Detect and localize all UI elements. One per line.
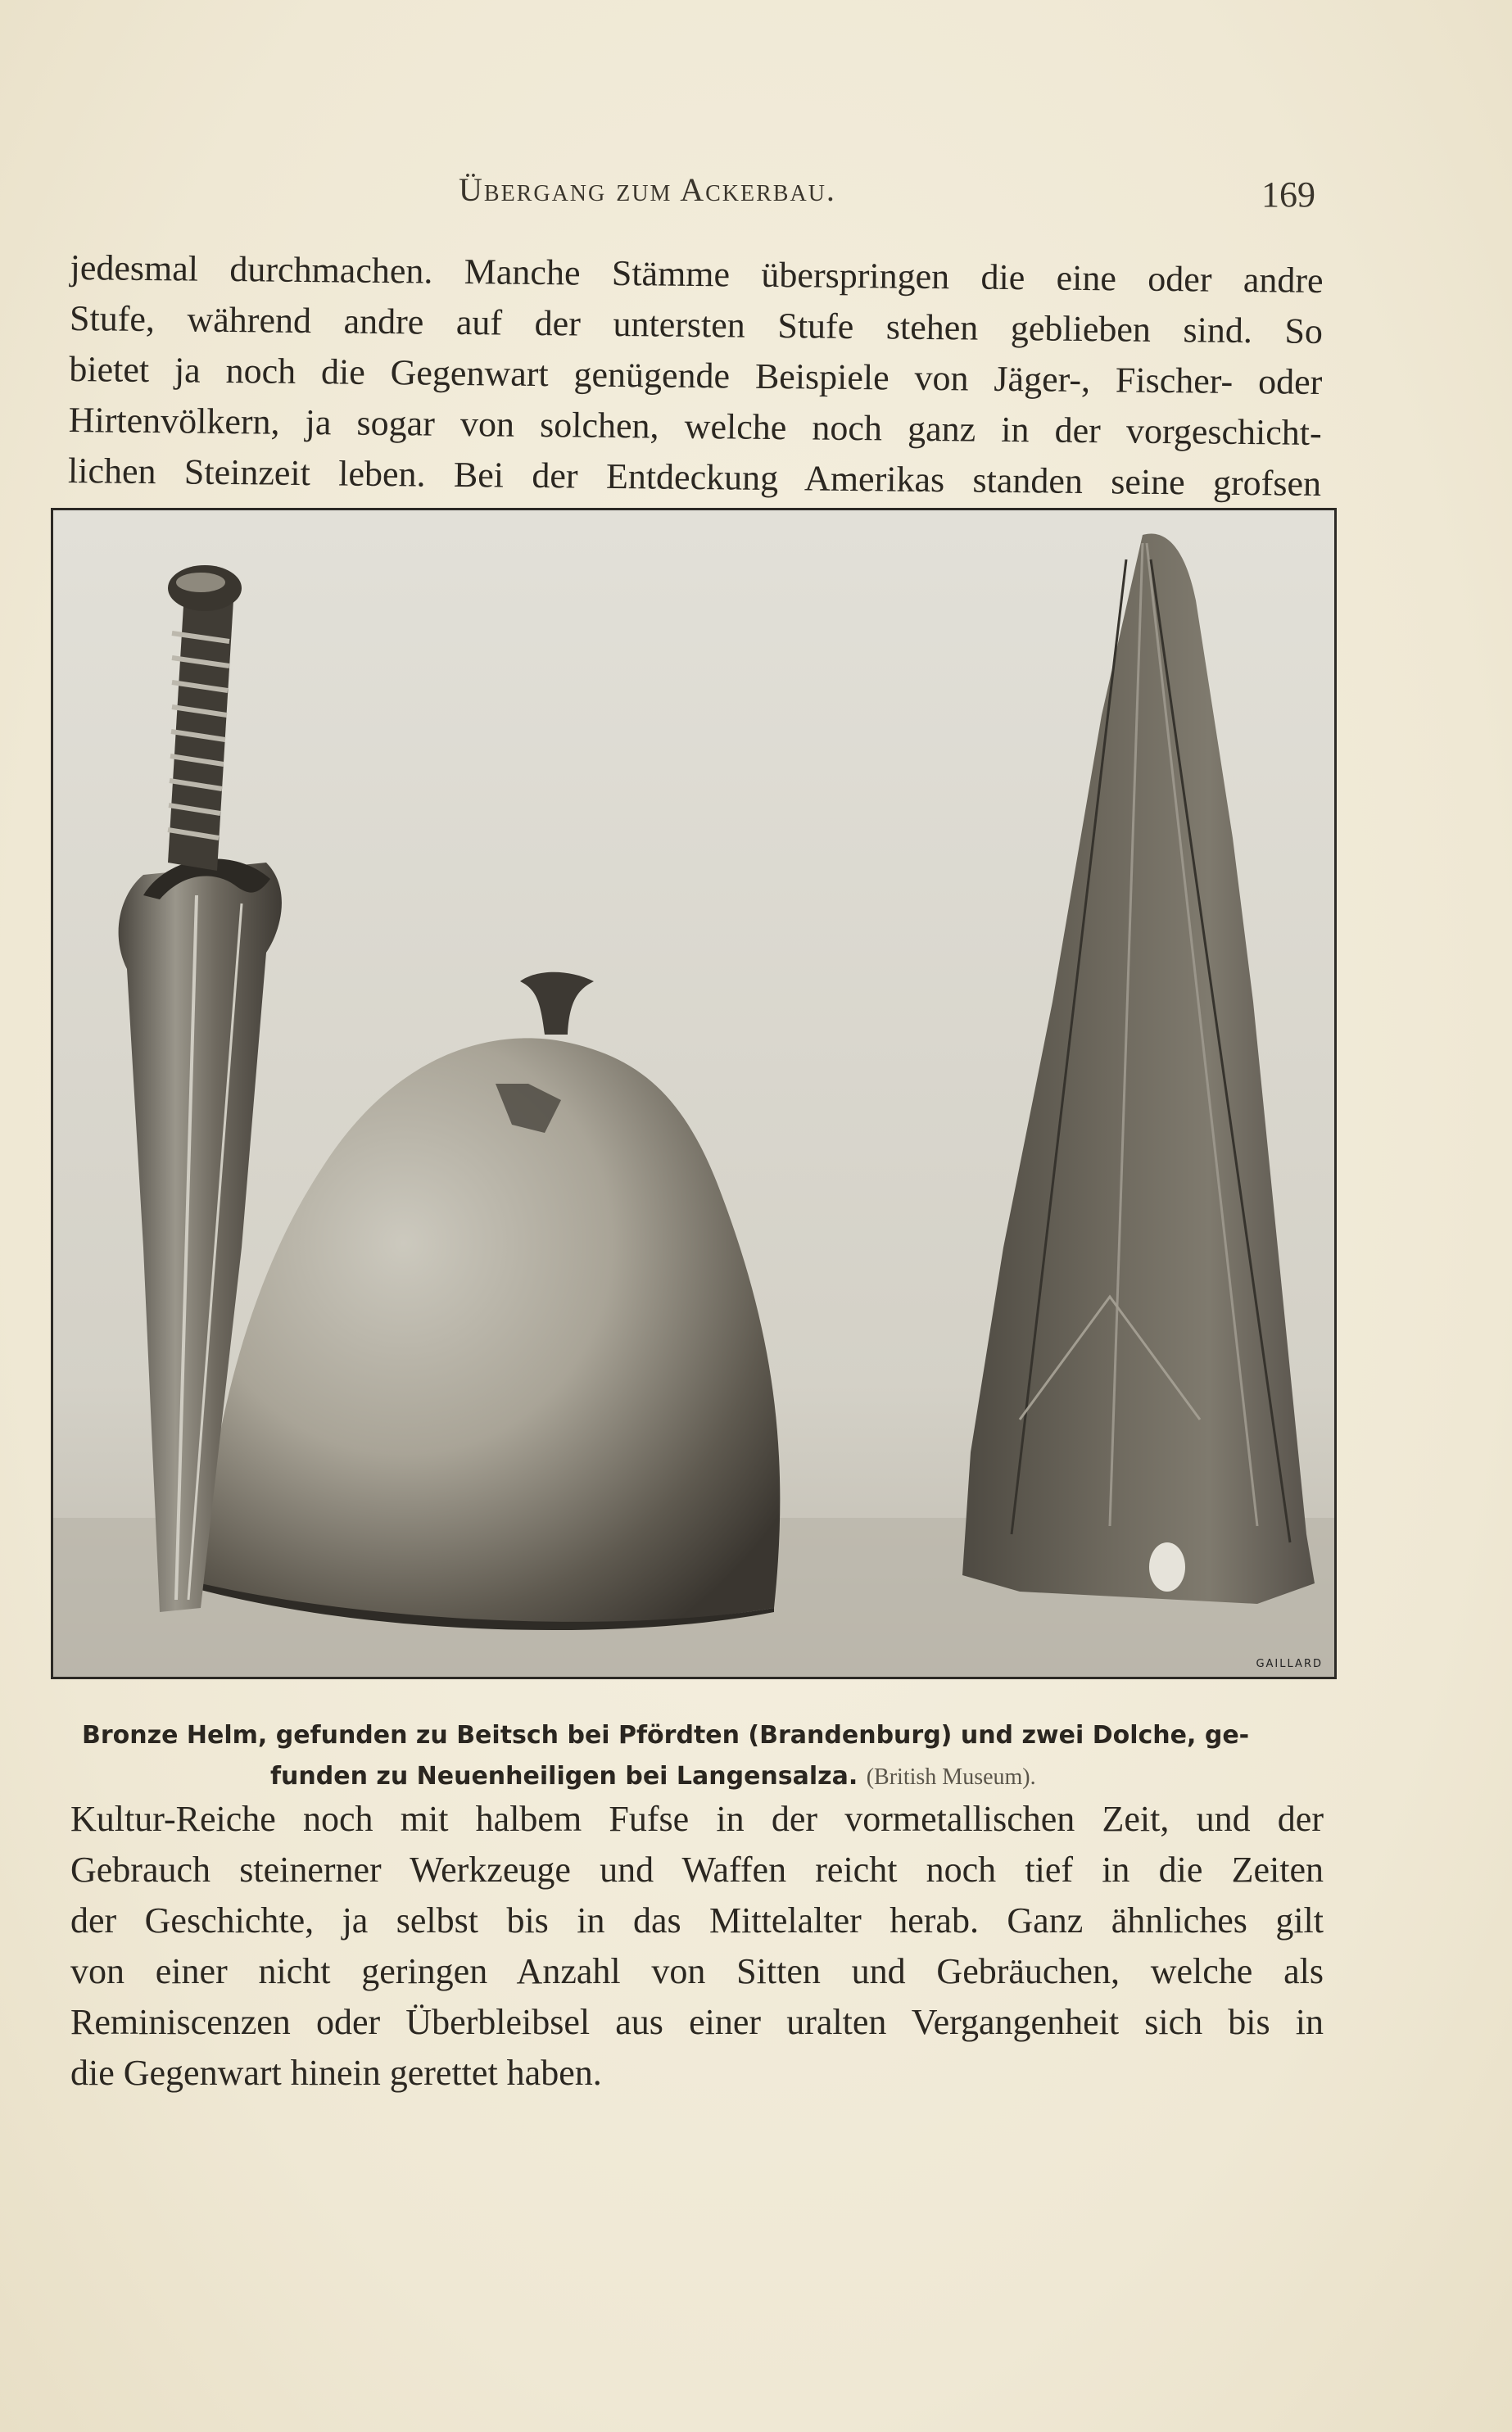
text-line: von einer nicht geringen Anzahl von Sitten und Gebräuchen, welche als	[70, 1951, 1324, 1991]
caption-line: Bronze Helm, gefunden zu Beitsch bei Pfördten (Brandenburg) und zwei Dolche, ge-	[82, 1721, 1250, 1750]
text-line: Hirtenvölkern, ja sogar von solchen, welche noch ganz in der vorgeschicht-	[68, 399, 1322, 454]
top-paragraph	[68, 242, 1324, 509]
text-line: der Geschichte, ja selbst bis in das Mittelalter herab. Ganz ähnliches gilt	[70, 1900, 1324, 1941]
text-line: Gebrauch steinerner Werkzeuge und Waffen reicht noch tief in die Zeiten	[70, 1850, 1324, 1890]
text-line: bietet ja noch die Gegenwart genügende Beispiele von Jäger-, Fischer- oder	[69, 348, 1323, 403]
engraver-signature: GAILLARD	[1256, 1658, 1323, 1670]
caption-text: funden zu Neuenheiligen bei Langensalza.	[270, 1762, 858, 1791]
running-title: Übergang zum Ackerbau.	[459, 171, 836, 208]
artifacts-illustration	[53, 510, 1334, 1677]
caption-source-note: (British Museum).	[866, 1764, 1036, 1790]
figure-caption	[82, 1715, 1311, 1798]
text-line: jedesmal durchmachen. Manche Stämme überspringen die eine oder andre	[70, 247, 1324, 301]
text-line: Stufe, während andre auf der untersten Stufe stehen geblieben sind. So	[69, 297, 1324, 352]
bronze-artifacts-photograph	[51, 508, 1337, 1679]
text-line: die Gegenwart hinein gerettet haben.	[70, 2053, 602, 2093]
text-line: lichen Steinzeit leben. Bei der Entdeckung Amerikas standen seine grofsen	[67, 450, 1322, 505]
text-line: Reminiscenzen oder Überbleibsel aus einer uralten Vergangenheit sich bis in	[70, 2002, 1324, 2042]
page-number: 169	[1261, 174, 1315, 215]
text-line: Kultur-Reiche noch mit halbem Fufse in der vormetallischen Zeit, und der	[70, 1799, 1324, 1839]
bottom-paragraph	[70, 1794, 1324, 2099]
caption-line	[82, 1756, 1311, 1798]
